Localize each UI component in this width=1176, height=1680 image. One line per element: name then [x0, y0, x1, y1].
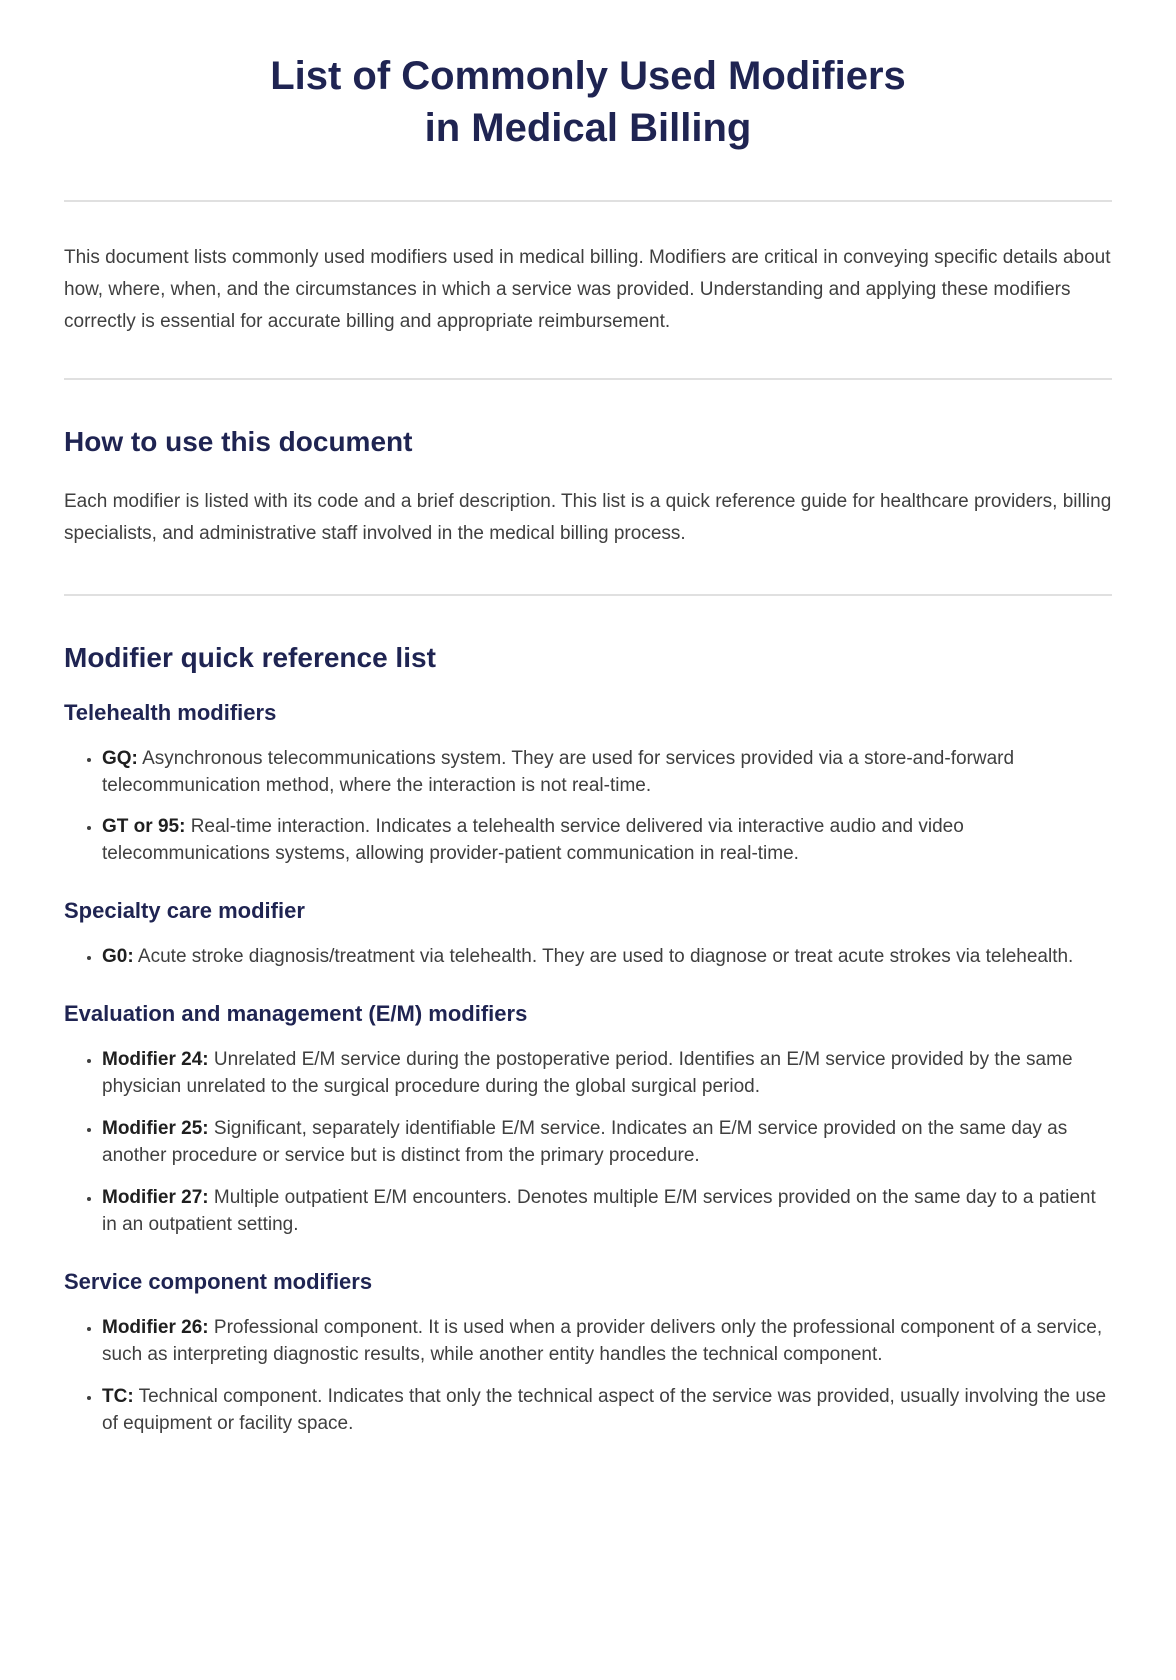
modifier-item-24: [102, 1047, 1112, 1101]
modifier-description: Multiple outpatient E/M encounters. Denotes multiple E/M services provided on the same day to a patient in an outpatient setting.: [102, 1187, 1096, 1236]
em-modifier-list: [64, 1047, 1112, 1239]
modifier-description: Professional component. It is used when a provider delivers only the professional component of a service, such as interpreting diagnostic results, while another entity handles the technical component.: [102, 1317, 1103, 1366]
modifier-item-25: [102, 1116, 1112, 1170]
subheading-em-modifiers: Evaluation and management (E/M) modifiers: [64, 1001, 528, 1027]
modifier-item-g0: [102, 944, 1112, 971]
modifier-code: Modifier 26:: [102, 1317, 209, 1339]
section-divider: [64, 378, 1112, 380]
modifier-item-27: [102, 1185, 1112, 1239]
modifier-item-tc: [102, 1384, 1112, 1438]
modifier-code: GT or 95:: [102, 816, 186, 838]
modifier-item-26: [102, 1315, 1112, 1369]
modifier-code: Modifier 27:: [102, 1187, 209, 1209]
modifier-description: Acute stroke diagnosis/treatment via telehealth. They are used to diagnose or treat acute strokes via telehealth.: [137, 946, 1074, 968]
modifier-item-gq: [102, 746, 1112, 800]
subheading-service-component-modifiers: Service component modifiers: [64, 1269, 373, 1295]
section-divider: [64, 594, 1112, 596]
modifier-description: Real-time interaction. Indicates a telehealth service delivered via interactive audio and video telecommunications systems, allowing provider-patient communication in real-time.: [102, 816, 964, 865]
document-page: [0, 50, 1176, 1478]
heading-how-to-use: How to use this document: [64, 425, 413, 457]
subheading-specialty-care-modifier: Specialty care modifier: [64, 898, 305, 924]
modifier-code: TC:: [102, 1386, 134, 1408]
modifier-code: GQ:: [102, 747, 138, 769]
heading-quick-reference: Modifier quick reference list: [64, 641, 436, 673]
subheading-telehealth-modifiers: Telehealth modifiers: [64, 699, 277, 725]
modifier-item-gt-95: [102, 814, 1112, 868]
modifier-description: Significant, separately identifiable E/M service. Indicates an E/M service provided on the same day as another procedure or service but is distinct from the primary procedure.: [102, 1118, 1068, 1167]
page-title-line-1: List of Commonly Used Modifiers: [270, 54, 906, 98]
how-to-use-paragraph: Each modifier is listed with its code and a brief description. This list is a quick reference guide for healthcare providers, billing specialists, and administrative staff involved in the medical billing process.: [64, 490, 1112, 544]
modifier-description: Unrelated E/M service during the postoperative period. Identifies an E/M service provided by the same physician unrelated to the surgical procedure during the global surgical period.: [102, 1049, 1073, 1098]
modifier-description: Asynchronous telecommunications system. They are used for services provided via a store-and-forward telecommunication method, where the interaction is not real-time.: [102, 747, 1015, 796]
telehealth-modifier-list: [64, 746, 1112, 869]
page-title: [64, 50, 1112, 154]
modifier-code: Modifier 24:: [102, 1049, 209, 1071]
section-divider: [64, 200, 1112, 202]
modifier-code: G0:: [102, 946, 134, 968]
intro-paragraph: This document lists commonly used modifiers used in medical billing. Modifiers are critical in conveying specific details about how, where, when, and the circumstances in which a service was provided. Understanding and applying these modifiers correctly is essential for accurate billing and appropriate reimbursement.: [64, 247, 1111, 332]
specialty-modifier-list: [64, 944, 1112, 971]
page-title-line-2: in Medical Billing: [424, 106, 752, 150]
modifier-code: Modifier 25:: [102, 1118, 209, 1140]
modifier-description: Technical component. Indicates that only the technical aspect of the service was provided, usually involving the use of equipment or facility space.: [102, 1386, 1107, 1435]
service-component-modifier-list: [64, 1315, 1112, 1438]
